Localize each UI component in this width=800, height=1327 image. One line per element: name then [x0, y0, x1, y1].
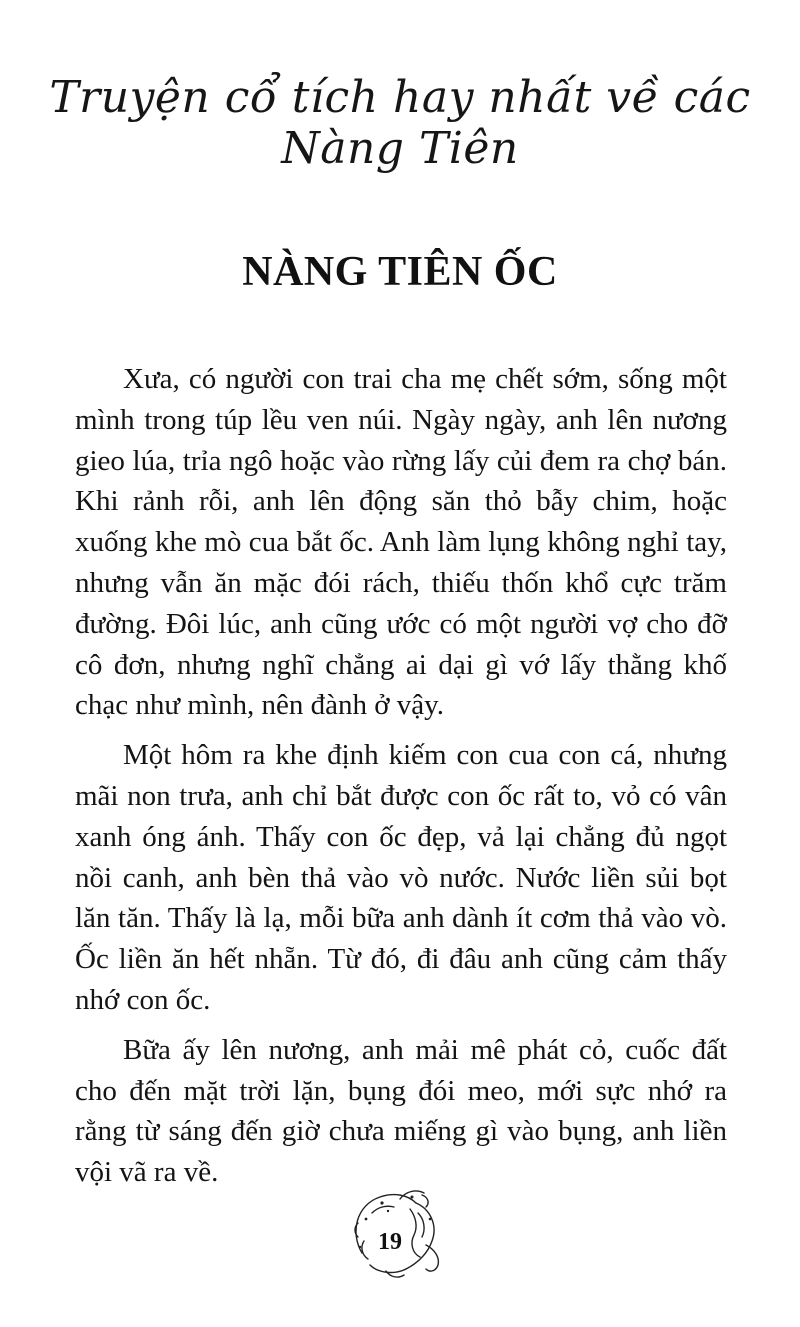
- running-header: Truyện cổ tích hay nhất về các Nàng Tiên: [49, 72, 751, 174]
- paragraph-2: Một hôm ra khe định kiếm con cua con cá, nhưng mãi non trưa, anh chỉ bắt được con ốc rất to, vỏ có vân xanh óng ánh. Thấy con ốc đẹp, vả lại chẳng đủ ngọt nồi canh, anh bèn thả vào vò nước. Nước liền sủi bọt lăn tăn. Thấy là lạ, mỗi bữa anh dành ít cơm thả vào vò. Ốc liền ăn hết nhẵn. Từ đó, đi đâu anh cũng cảm thấy nhớ con ốc.: [75, 739, 727, 1016]
- paragraph-1: Xưa, có người con trai cha mẹ chết sớm, sống một mình trong túp lều ven núi. Ngày ngày, anh lên nương gieo lúa, trỉa ngô hoặc vào rừng lấy củi đem ra chợ bán. Khi rảnh rỗi, anh lên động săn thỏ bẫy chim, hoặc xuống khe mò cua bắt ốc. Anh làm lụng không nghỉ tay, nhưng vẫn ăn mặc đói rách, thiếu thốn khổ cực trăm đường. Đôi lúc, anh cũng ước có một người vợ cho đỡ cô đơn, nhưng nghĩ chẳng ai dại gì vớ lấy thằng khố chạc như mình, nên đành ở vậy.: [75, 363, 727, 722]
- page-number: 19: [378, 1229, 402, 1255]
- story-body: [75, 359, 727, 1202]
- paragraph-3: Bữa ấy lên nương, anh mải mê phát cỏ, cuốc đất cho đến mặt trời lặn, bụng đói meo, mới sực nhớ ra rằng từ sáng đến giờ chưa miếng gì vào bụng, anh liền vội vã ra về.: [75, 1033, 727, 1189]
- chapter-title: NÀNG TIÊN ỐC: [242, 249, 558, 295]
